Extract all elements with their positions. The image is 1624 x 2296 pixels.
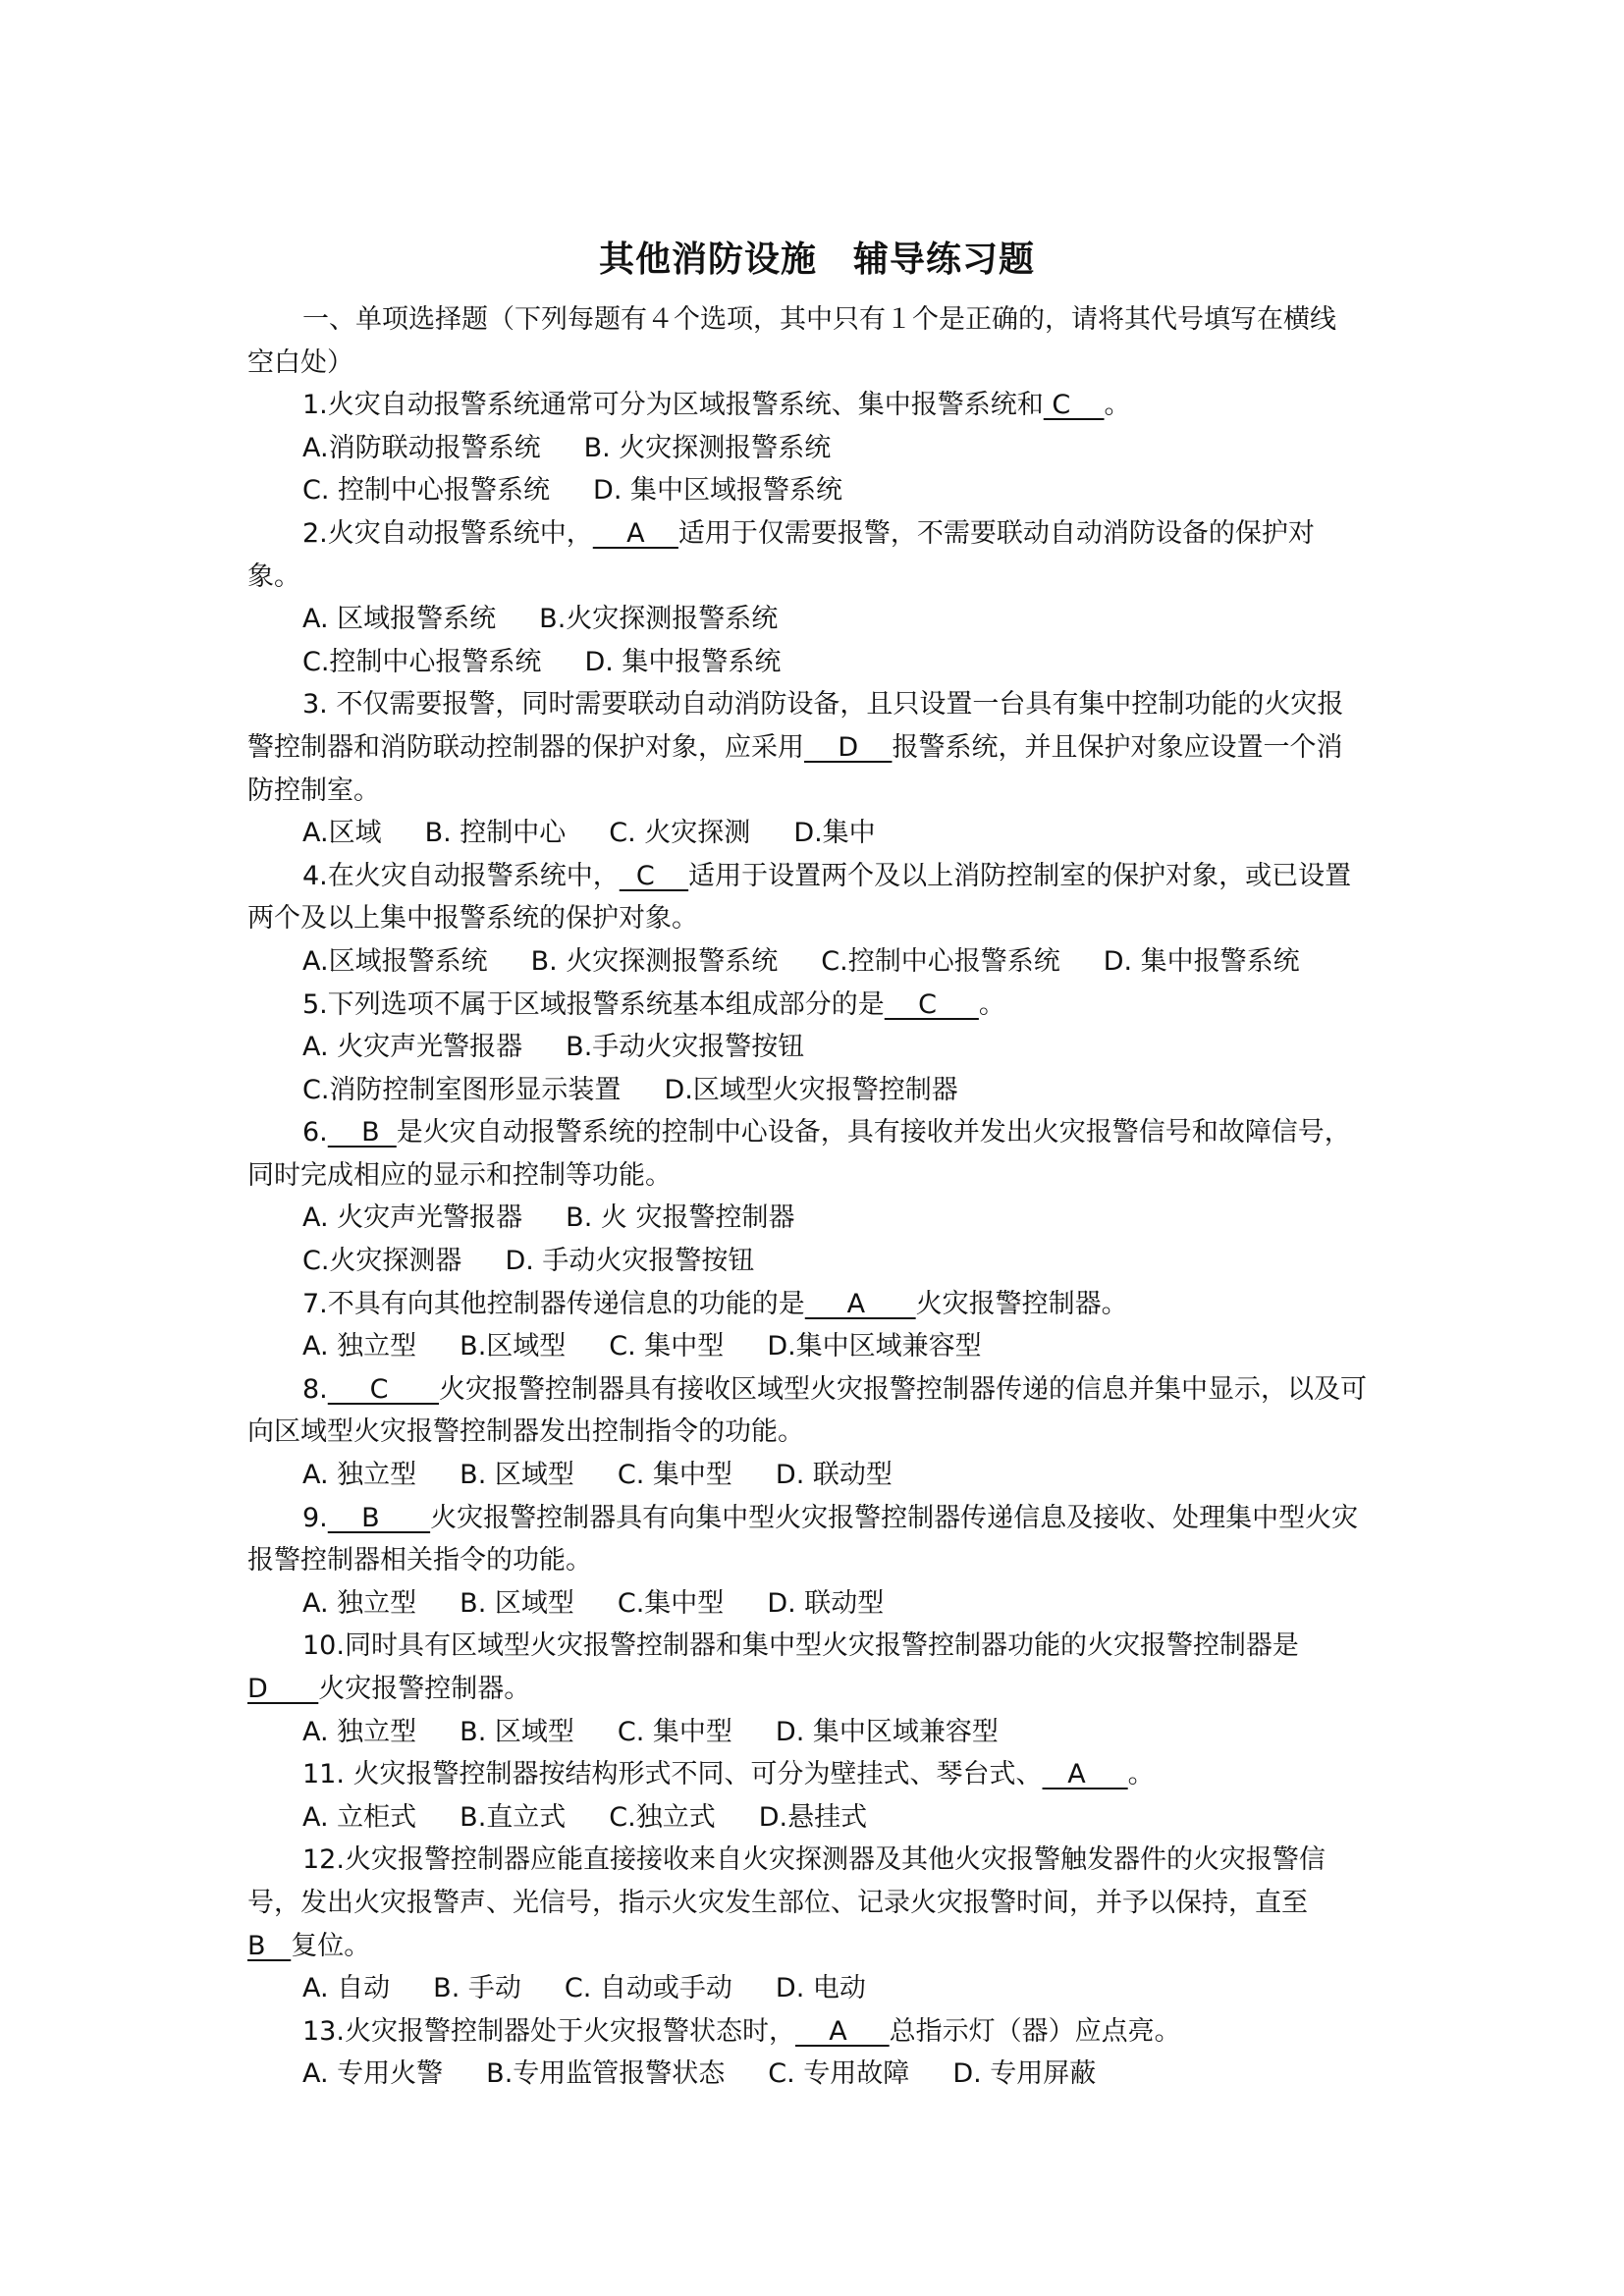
question-5 — [247, 984, 1386, 1112]
answer-blank: C — [884, 988, 979, 1020]
option-b: B. 区域型 — [460, 1460, 574, 1491]
option-d: D. 联动型 — [767, 1587, 885, 1619]
question-fragment: 适用于设置两个及以上消防控制室的保护对象，或已设置 — [688, 860, 1352, 891]
question-fragment: 。 — [1127, 1759, 1155, 1790]
question-fragment: 10.同时具有区域型火灾报警控制器和集中型火灾报警控制器功能的火灾报警控制器是 — [302, 1630, 1299, 1662]
options-row — [247, 940, 1386, 984]
question-fragment: 。 — [1104, 390, 1131, 421]
option-d: D. 电动 — [775, 1973, 866, 2004]
question-fragment: 火灾报警控制器。 — [318, 1674, 531, 1704]
question-text — [247, 1368, 1386, 1412]
option-a: A.区域 — [302, 818, 382, 849]
section-instruction: 一、单项选择题（下列每题有４个选项，其中只有１个是正确的，请将其代号填写在横线 — [302, 304, 1336, 335]
option-b: B. 火灾探测报警系统 — [530, 945, 779, 977]
answer-blank: A — [794, 2015, 890, 2047]
answer-blank: C — [1043, 390, 1105, 421]
option-c: C. 专用故障 — [768, 2058, 910, 2090]
question-fragment: 2.火灾自动报警系统中， — [302, 517, 593, 549]
option-b: B. 区域型 — [460, 1587, 574, 1619]
option-b: B.火灾探测报警系统 — [539, 604, 779, 635]
option-a: A. 火灾声光警报器 — [302, 1032, 523, 1063]
answer-blank: C — [327, 1373, 440, 1405]
section-instruction-continued: 空白处） — [247, 347, 353, 378]
question-fragment: 警控制器和消防联动控制器的保护对象，应采用 — [247, 731, 804, 763]
answer-blank: C — [619, 860, 689, 891]
question-text-continued — [247, 1411, 1386, 1454]
question-7 — [247, 1283, 1386, 1368]
question-text — [247, 1497, 1386, 1540]
question-fragment: 报警系统，并且保护对象应设置一个消 — [892, 731, 1343, 763]
question-fragment: 总指示灯（器）应点亮。 — [889, 2015, 1181, 2047]
option-a: A. 区域报警系统 — [302, 604, 497, 635]
question-fragment: 号，发出火灾报警声、光信号，指示火灾发生部位、记录火灾报警时间，并予以保持，直至 — [247, 1887, 1308, 1918]
question-text — [247, 984, 1386, 1027]
option-b: B.手动火灾报警按钮 — [566, 1032, 805, 1063]
option-d: D. 联动型 — [775, 1460, 893, 1491]
options-row — [247, 1582, 1386, 1626]
question-text-continued — [247, 1882, 1386, 1925]
question-fragment: 是火灾自动报警系统的控制中心设备，具有接收并发出火灾报警信号和故障信号， — [396, 1117, 1351, 1148]
option-d: D.悬挂式 — [758, 1801, 868, 1833]
question-list — [247, 384, 1386, 2096]
answer-blank: A — [804, 1288, 916, 1319]
options-row — [247, 1026, 1386, 1069]
question-text-continued — [247, 1154, 1386, 1198]
question-text — [247, 1111, 1386, 1154]
option-c: C. 火灾探测 — [609, 818, 751, 849]
question-fragment: 5.下列选项不属于区域报警系统基本组成部分的是 — [302, 988, 885, 1020]
question-fragment: 11. 火灾报警控制器按结构形式不同、可分为壁挂式、琴台式、 — [302, 1759, 1043, 1790]
option-b: B. 火 灾报警控制器 — [566, 1202, 795, 1234]
option-a: A. 独立型 — [302, 1716, 417, 1747]
option-c: C. 集中型 — [617, 1460, 732, 1491]
question-fragment: 报警控制器相关指令的功能。 — [247, 1545, 592, 1576]
question-fragment: 同时完成相应的显示和控制等功能。 — [247, 1159, 672, 1191]
question-fragment: 复位。 — [291, 1930, 371, 1961]
answer-blank: B — [327, 1117, 397, 1148]
option-a: A.消防联动报警系统 — [302, 432, 541, 463]
question-fragment: 3. 不仅需要报警，同时需要联动自动消防设备，且只设置一台具有集中控制功能的火灾报 — [302, 689, 1344, 721]
option-b: B. 控制中心 — [424, 818, 567, 849]
question-text — [247, 683, 1386, 726]
question-text — [247, 855, 1386, 898]
answer-blank: B — [247, 1930, 292, 1961]
question-fragment: 火灾报警控制器具有向集中型火灾报警控制器传递信息及接收、处理集中型火灾 — [430, 1502, 1359, 1533]
options-row — [247, 1454, 1386, 1497]
question-text-continued — [247, 1539, 1386, 1582]
option-c: C.控制中心报警系统 — [821, 945, 1060, 977]
option-c: C.火灾探测器 — [302, 1246, 462, 1277]
option-d: D. 集中区域兼容型 — [775, 1716, 999, 1747]
option-b: B.直立式 — [460, 1801, 567, 1833]
option-b: B. 手动 — [433, 1973, 521, 2004]
option-c: C.控制中心报警系统 — [302, 646, 542, 677]
question-2 — [247, 512, 1386, 683]
options-row — [247, 427, 1386, 470]
answer-blank: A — [1042, 1759, 1128, 1790]
option-a: A. 独立型 — [302, 1460, 417, 1491]
question-fragment: 两个及以上集中报警系统的保护对象。 — [247, 903, 698, 934]
question-text — [247, 1753, 1386, 1796]
option-c: C. 控制中心报警系统 — [302, 475, 551, 507]
answer-blank: D — [804, 731, 893, 763]
question-fragment: 8. — [302, 1373, 328, 1405]
options-row — [247, 1711, 1386, 1754]
option-b: B.专用监管报警状态 — [486, 2058, 726, 2090]
question-fragment: 6. — [302, 1117, 328, 1148]
option-c: C. 集中型 — [609, 1331, 725, 1362]
option-a: A. 火灾声光警报器 — [302, 1202, 523, 1234]
answer-blank: D — [247, 1674, 319, 1704]
options-row — [247, 598, 1386, 641]
question-10 — [247, 1625, 1386, 1753]
question-fragment: 4.在火灾自动报警系统中， — [302, 860, 620, 891]
question-text-continued — [247, 1668, 1386, 1711]
question-1 — [247, 384, 1386, 512]
option-a: A.区域报警系统 — [302, 945, 488, 977]
option-c: C.独立式 — [609, 1801, 716, 1833]
question-text-continued — [247, 770, 1386, 813]
options-row — [247, 1197, 1386, 1240]
question-text-continued — [247, 897, 1386, 940]
option-d: D.集中 — [793, 818, 876, 849]
option-a: A. 专用火警 — [302, 2058, 444, 2090]
options-row — [247, 2053, 1386, 2096]
option-c: C. 集中型 — [617, 1716, 732, 1747]
answer-blank: A — [592, 517, 678, 549]
question-fragment: 防控制室。 — [247, 774, 380, 806]
question-fragment: 。 — [978, 988, 1005, 1020]
question-fragment: 9. — [302, 1502, 328, 1533]
question-text — [247, 384, 1386, 427]
option-a: A. 独立型 — [302, 1587, 417, 1619]
options-row — [247, 1069, 1386, 1112]
question-text-continued — [247, 556, 1386, 599]
question-text — [247, 1839, 1386, 1882]
question-fragment: 适用于仅需要报警，不需要联动自动消防设备的保护对 — [677, 517, 1315, 549]
options-row — [247, 1796, 1386, 1840]
question-text — [247, 2010, 1386, 2054]
options-row — [247, 1967, 1386, 2010]
option-b: B. 区域型 — [460, 1716, 574, 1747]
question-fragment: 向区域型火灾报警控制器发出控制指令的功能。 — [247, 1416, 804, 1448]
question-13 — [247, 2010, 1386, 2096]
option-a: A. 立柜式 — [302, 1801, 417, 1833]
option-d: D. 集中报警系统 — [1103, 945, 1300, 977]
option-c: C.集中型 — [617, 1587, 725, 1619]
question-11 — [247, 1753, 1386, 1839]
options-row — [247, 469, 1386, 512]
option-d: D. 集中区域报警系统 — [593, 475, 842, 507]
question-text-continued — [247, 1925, 1386, 1968]
question-fragment: 象。 — [247, 561, 300, 592]
question-fragment: 13.火灾报警控制器处于火灾报警状态时， — [302, 2015, 795, 2047]
question-text — [247, 1625, 1386, 1668]
question-text — [247, 1283, 1386, 1326]
document-content — [247, 230, 1386, 2096]
question-fragment: 12.火灾报警控制器应能直接接收来自火灾探测器及其他火灾报警触发器件的火灾报警信 — [302, 1844, 1326, 1876]
option-b: B. 火灾探测报警系统 — [583, 432, 832, 463]
option-d: D.集中区域兼容型 — [767, 1331, 982, 1362]
question-text-continued — [247, 726, 1386, 770]
document-title: 其他消防设施 辅导练习题 — [598, 240, 1035, 280]
option-a: A. 自动 — [302, 1973, 391, 2004]
option-a: A. 独立型 — [302, 1331, 417, 1362]
options-row — [247, 641, 1386, 684]
question-8 — [247, 1368, 1386, 1497]
option-b: B.区域型 — [460, 1331, 567, 1362]
question-3 — [247, 683, 1386, 854]
option-c: C.消防控制室图形显示装置 — [302, 1074, 622, 1105]
options-row — [247, 812, 1386, 855]
question-fragment: 1.火灾自动报警系统通常可分为区域报警系统、集中报警系统和 — [302, 390, 1044, 421]
option-c: C. 自动或手动 — [564, 1973, 732, 2004]
question-fragment: 火灾报警控制器。 — [915, 1288, 1128, 1319]
question-4 — [247, 855, 1386, 984]
answer-blank: B — [327, 1502, 431, 1533]
question-fragment: 7.不具有向其他控制器传递信息的功能的是 — [302, 1288, 805, 1319]
question-9 — [247, 1497, 1386, 1626]
question-text — [247, 512, 1386, 556]
options-row — [247, 1325, 1386, 1368]
options-row — [247, 1240, 1386, 1283]
option-d: D. 手动火灾报警按钮 — [505, 1246, 755, 1277]
option-d: D. 专用屏蔽 — [952, 2058, 1097, 2090]
question-12 — [247, 1839, 1386, 2009]
question-fragment: 火灾报警控制器具有接收区域型火灾报警控制器传递的信息并集中显示，以及可 — [439, 1373, 1368, 1405]
option-d: D.区域型火灾报警控制器 — [664, 1074, 958, 1105]
option-d: D. 集中报警系统 — [584, 646, 782, 677]
question-6 — [247, 1111, 1386, 1282]
